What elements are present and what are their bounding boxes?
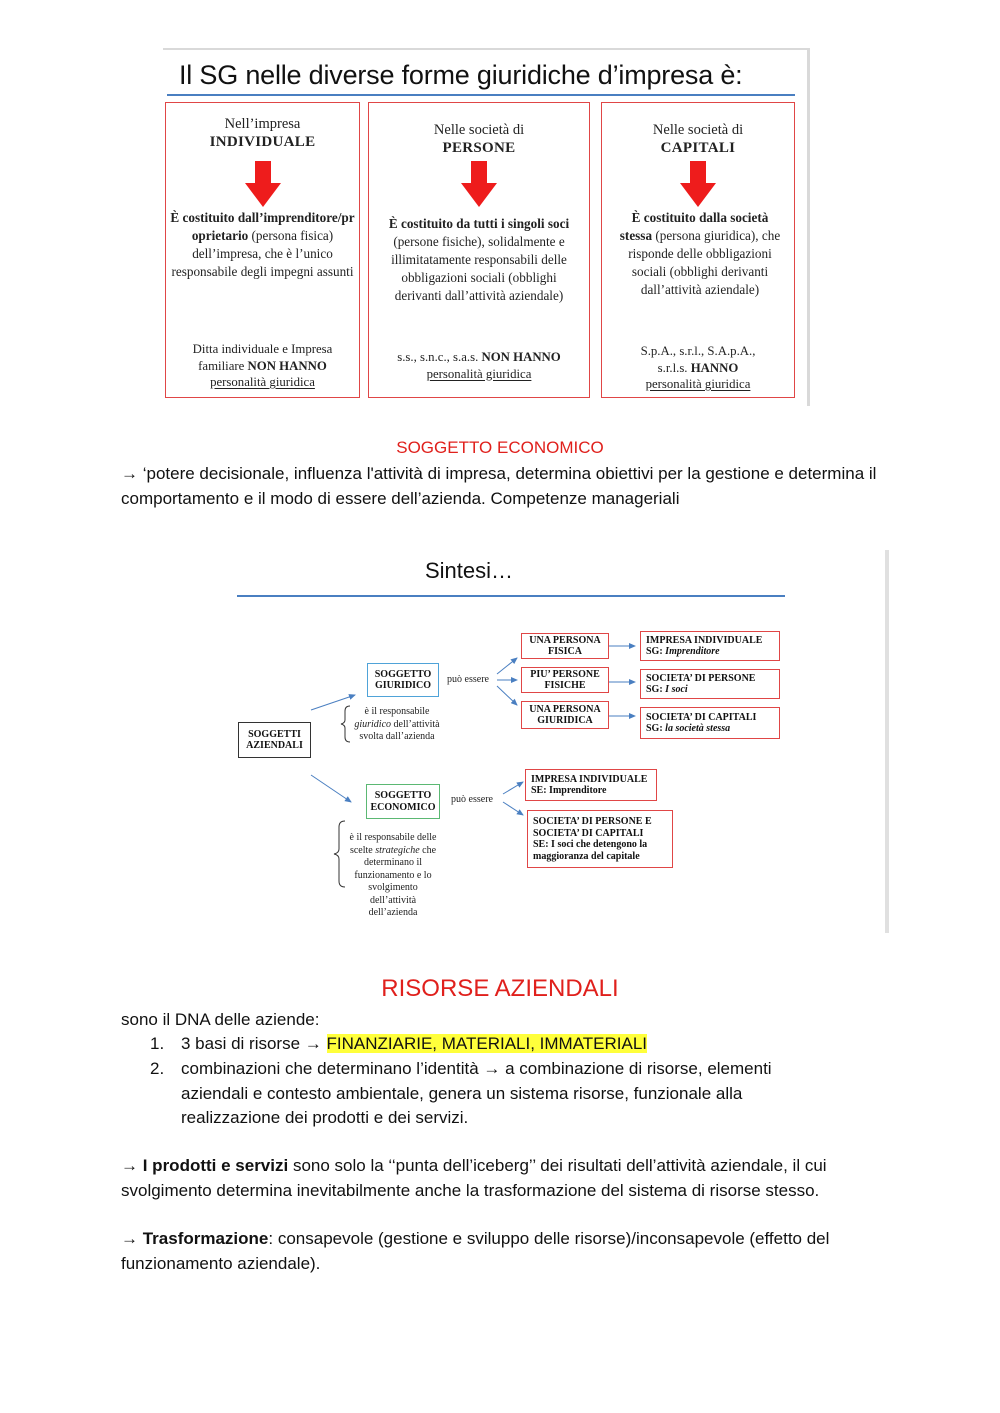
column-head-bold: INDIVIDUALE — [209, 134, 316, 150]
column-head-pre: Nell’impresa — [224, 116, 301, 132]
trasformazione-paragraph — [121, 1227, 881, 1276]
column-foot — [373, 349, 585, 382]
se-result-box — [527, 810, 673, 868]
sg-label: SG: — [646, 723, 666, 734]
column-body-rest: (persona fisica) dell’impresa, che è l’unico responsabile degli impegni assunti — [171, 228, 354, 279]
list-number: 2. — [150, 1059, 165, 1078]
box-line: SOCIETA’ DI PERSONE E — [533, 816, 652, 827]
sg-result-box — [640, 631, 780, 661]
box-line: UNA PERSONA — [529, 634, 601, 646]
sg-label: SG: — [646, 684, 666, 695]
box-line: SOCIETA’ DI CAPITALI — [533, 827, 644, 839]
column-body — [170, 209, 355, 281]
se-result-box — [525, 769, 657, 801]
down-arrow-icon — [680, 161, 716, 207]
figure-forme-giuridiche — [163, 48, 810, 406]
column-body-bold: È costituito dalla società stessa — [619, 210, 769, 243]
column-head-bold: CAPITALI — [660, 140, 736, 156]
box-line: maggioranza del capitale — [533, 850, 640, 862]
connector-lines — [235, 550, 885, 933]
column-head — [369, 121, 589, 157]
list-text: combinazioni che determinano l’identità → a combinazione di risorse, elementi aziendali e contesto ambientale, genera un sistema risorse, funzionale alla realizzazione dei prodotti e dei servizi. — [181, 1059, 772, 1127]
down-arrow-icon — [461, 161, 497, 207]
sg-value: I soci — [665, 684, 688, 695]
soggetto-economico-text: → ‘potere decisionale, influenza l'attività di impresa, determina obiettivi per la gestione e determina il comportamento e il modo di essere dell’azienda. Competenze manageriali — [121, 464, 877, 508]
column-individuale — [165, 102, 360, 398]
result-sg — [646, 646, 779, 658]
column-foot — [606, 343, 790, 393]
column-head-bold: PERSONE — [442, 140, 516, 156]
column-head-pre: Nelle società di — [652, 122, 744, 138]
result-title: SOCIETA’ DI PERSONE — [646, 672, 756, 684]
box-line: IMPRESA INDIVIDUALE — [531, 773, 648, 785]
column-persone — [368, 102, 590, 398]
sg-type-box — [521, 701, 609, 729]
box-line: GIURIDICO — [374, 680, 432, 691]
sg-value: Imprenditore — [665, 646, 720, 657]
soggetto-economico-title: SOGGETTO ECONOMICO — [396, 438, 604, 457]
column-foot-pre: S.p.A., s.r.l., S.A.p.A., s.r.l.s. — [640, 344, 756, 375]
column-body-rest: (persone fisiche), solidalmente e illimitatamente responsabili delle obbligazioni sociali (obblighi derivanti dall’attività aziendale) — [391, 234, 567, 303]
sg-type-box — [521, 667, 609, 693]
box-line: SE: I soci che detengono la — [533, 839, 648, 850]
column-foot-underline: personalità giuridica — [210, 375, 315, 389]
column-foot-underline: personalità giuridica — [426, 366, 532, 381]
result-title: IMPRESA INDIVIDUALE — [646, 634, 763, 646]
column-head-pre: Nelle società di — [433, 122, 525, 138]
column-body — [379, 215, 579, 305]
se-desc-em: strategiche — [375, 844, 420, 856]
sg-label: SG: — [646, 646, 666, 657]
column-foot-bold: NON HANNO — [247, 358, 327, 373]
column-capitali — [601, 102, 795, 398]
bold-term: I prodotti e servizi — [142, 1156, 289, 1175]
sg-type-box — [521, 633, 609, 659]
box-line: PIU’ PERSONE — [530, 668, 600, 680]
box-line: FISICA — [548, 646, 582, 657]
column-foot-pre: Ditta individuale e Impresa familiare — [192, 342, 333, 373]
result-sg — [646, 684, 779, 696]
puo-essere-label: può essere — [447, 674, 489, 685]
sg-result-box — [640, 707, 780, 739]
box-line: UNA PERSONA — [529, 703, 601, 715]
highlighted-text: FINANZIARIE, MATERIALI, IMMATERIALI — [326, 1034, 648, 1053]
column-body-bold: È costituito da tutti i singoli soci — [388, 216, 570, 231]
figure1-title: Il SG nelle diverse forme giuridiche d’impresa è: — [179, 60, 743, 90]
box-line: FISICHE — [544, 680, 586, 691]
box-line: SE: Imprenditore — [531, 785, 607, 796]
column-head — [602, 121, 794, 157]
column-foot-underline: personalità giuridica — [645, 377, 751, 391]
box-line: SOGGETTO — [374, 790, 432, 801]
arrow-prefix: → — [121, 1156, 143, 1175]
soggetto-giuridico-box — [367, 663, 439, 697]
risorse-intro: sono il DNA delle aziende: — [121, 1010, 320, 1029]
figure2-title: Sintesi… — [425, 558, 514, 583]
list-text-pre: 3 basi di risorse → — [181, 1034, 327, 1053]
paragraph-rest: sono solo la ‘‘punta dell’iceberg’’ dei risultati dell’attività aziendale, il cui svolgimento determina inevitabilmente anche la trasformazione del sistema di risorse stesso. — [121, 1156, 827, 1200]
column-body-bold: È costituito dall’imprenditore/proprietario — [170, 210, 355, 243]
sg-description — [351, 706, 443, 744]
column-body-rest: (persona giuridica), che risponde delle obbligazioni sociali (obblighi derivanti dall’attività aziendale) — [628, 228, 781, 297]
column-foot-pre: s.s., s.n.c., s.a.s. — [397, 350, 482, 364]
box-line: ECONOMICO — [370, 801, 436, 813]
result-sg — [646, 723, 779, 735]
box-line: AZIENDALI — [246, 740, 303, 751]
list-text — [181, 1032, 861, 1057]
sg-desc-em: giuridico — [354, 718, 392, 730]
column-foot-bold: HANNO — [690, 360, 739, 375]
puo-essere-label: può essere — [451, 794, 493, 805]
sg-result-box — [640, 669, 780, 699]
se-description — [345, 832, 441, 920]
sg-desc-pre: è il responsabile — [364, 706, 430, 717]
list-number: 1. — [150, 1034, 165, 1053]
box-line: SOGGETTO — [374, 668, 432, 680]
down-arrow-icon — [245, 161, 281, 207]
column-body — [614, 209, 786, 299]
se-desc-pre: è il responsabile delle scelte — [349, 832, 437, 856]
sg-desc-post: dell’attività svolta dall’azienda — [359, 718, 440, 742]
result-title: SOCIETA’ DI CAPITALI — [646, 711, 757, 723]
figure-sintesi — [235, 550, 891, 933]
figure1-rule — [167, 94, 795, 96]
figure2-edge — [885, 550, 889, 933]
risorse-title: RISORSE AZIENDALI — [381, 975, 619, 1002]
soggetti-aziendali-box — [238, 722, 311, 758]
box-line: SOGGETTI — [248, 728, 301, 740]
paragraph-rest: : consapevole (gestione e sviluppo delle risorse)/inconsapevole (effetto del funzionamento aziendale). — [121, 1229, 830, 1273]
arrow-prefix: → — [121, 1229, 143, 1248]
column-foot-bold: NON HANNO — [481, 350, 561, 364]
column-head — [166, 115, 359, 151]
sg-value: la società stessa — [665, 723, 731, 734]
se-desc-post: che determinano il funzionamento e lo svolgimento dell’attività dell’azienda — [354, 844, 437, 918]
prodotti-paragraph — [121, 1154, 881, 1203]
soggetto-economico-box — [366, 784, 440, 819]
column-foot — [170, 341, 355, 391]
box-line: GIURIDICA — [537, 715, 593, 726]
bold-term: Trasformazione — [142, 1229, 269, 1248]
